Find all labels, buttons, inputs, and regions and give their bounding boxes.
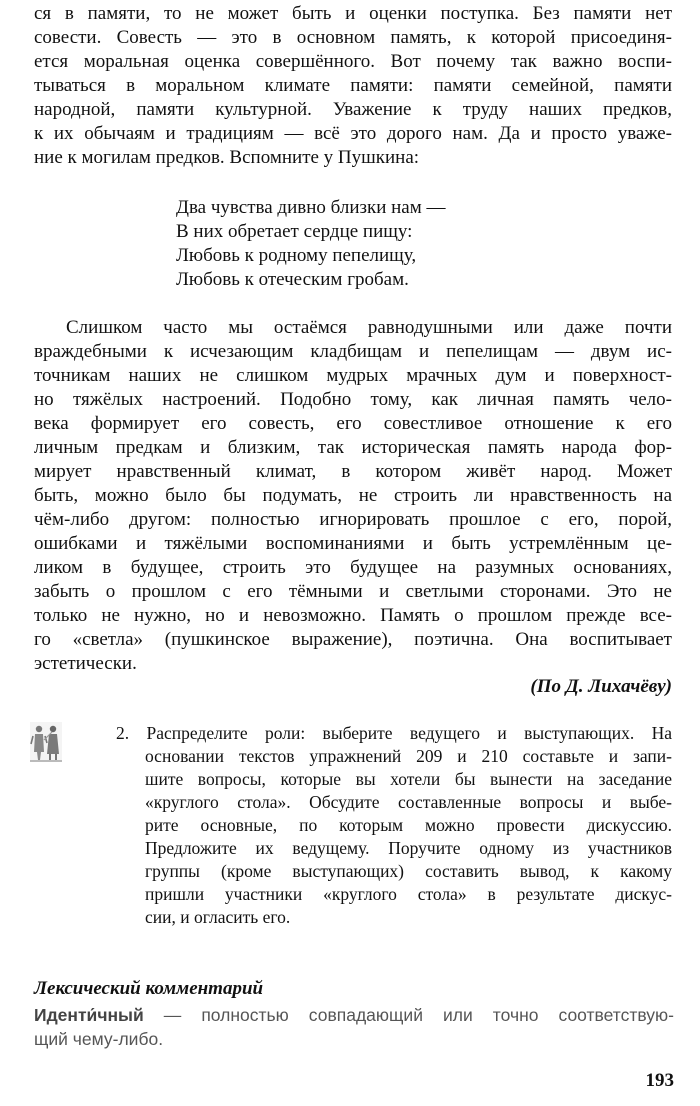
text-line: быть, можно было бы подумать, не строить ли нравственность на [34, 485, 672, 506]
task-line: «круглого стола». Обсудите составленные вопросы и выбе- [145, 792, 672, 812]
text-line: но тяжёлых настроений. Подобно тому, как личная память чело- [34, 389, 672, 410]
text-line: личным предкам и близким, так историческая память народа фор- [34, 437, 672, 458]
text-line: эстетически. [34, 653, 137, 674]
text-line: го «светла» (пушкинское выражение), поэтична. Она воспитывает [34, 629, 672, 650]
text-line: забыть о прошлом с его тёмными и светлыми сторонами. Это не [34, 581, 672, 602]
task-line: группы (кроме выступающих) составить вывод, к какому [145, 861, 672, 881]
lexical-comment-heading: Лексический комментарий [34, 978, 264, 999]
poem-line: Два чувства дивно близки нам — [176, 197, 446, 218]
task-line: шите вопросы, которые вы хотели бы вынести на заседание [145, 769, 672, 789]
task-line: 2. Распределите роли: выберите ведущего и выступающих. На [116, 723, 672, 743]
text-line: народной, памяти культурной. Уважение к труду наших предков, [34, 99, 672, 120]
task-line: рите основные, по которым можно провести дискуссию. [145, 815, 672, 835]
text-line: чём-либо другом: полностью игнорировать прошлое с его, порой, [34, 509, 672, 530]
text-line: тываться в моральном климате памяти: памяти семейной, памяти [34, 75, 672, 96]
text-line: точникам наших не слишком мудрых мрачных дум и поверхност- [34, 365, 672, 386]
page-number: 193 [645, 1070, 674, 1091]
text-line: ние к могилам предков. Вспомните у Пушкина: [34, 147, 420, 168]
text-line: ется моральная оценка совершённого. Вот почему так важно воспи- [34, 51, 672, 72]
task-line: сии, и огласить его. [145, 907, 291, 927]
text-line: века формирует его совесть, его совестливое отношение к его [34, 413, 672, 434]
lexical-definition-text: — полностью совпадающий или точно соответствую- [143, 1005, 674, 1025]
task-line: Предложите их ведущему. Поручите одному из участников [145, 838, 672, 858]
text-line: совести. Совесть — это в основном память, к которой присоединя- [34, 27, 672, 48]
text-line: мирует нравственный климат, в котором живёт народ. Может [34, 461, 672, 482]
text-line: ся в памяти, то не может быть и оценки поступка. Без памяти нет [34, 3, 672, 24]
text-line: к их обычаям и традициям — всё это дорого нам. Да и просто уваже- [34, 123, 672, 144]
poem-line: Любовь к отеческим гробам. [176, 269, 409, 290]
task-line: основании текстов упражнений 209 и 210 составьте и запи- [145, 746, 672, 766]
discussion-group-icon [30, 722, 62, 762]
text-line: Слишком часто мы остаёмся равнодушными или даже почти [66, 317, 672, 338]
poem-line: Любовь к родному пепелищу, [176, 245, 417, 266]
task-line: пришли участники «круглого стола» в результате дискус- [145, 884, 672, 904]
text-line: ошибками и тяжёлыми воспоминаниями и быть устремлённым це- [34, 533, 672, 554]
text-line: враждебными к исчезающим кладбищам и пепелищам — двум ис- [34, 341, 672, 362]
poem-line: В них обретает сердце пищу: [176, 221, 413, 242]
text-line: ликом в будущее, строить это будущее на разумных основаниях, [34, 557, 672, 578]
text-line: только не нужно, но и невозможно. Память о прошлом прежде все- [34, 605, 672, 626]
lexical-definition [34, 1003, 674, 1027]
lexical-term: Иденти́чный [34, 1005, 144, 1025]
lexical-definition-continuation: щий чему-либо. [34, 1029, 164, 1049]
author-attribution: (По Д. Лихачёву) [530, 676, 672, 697]
